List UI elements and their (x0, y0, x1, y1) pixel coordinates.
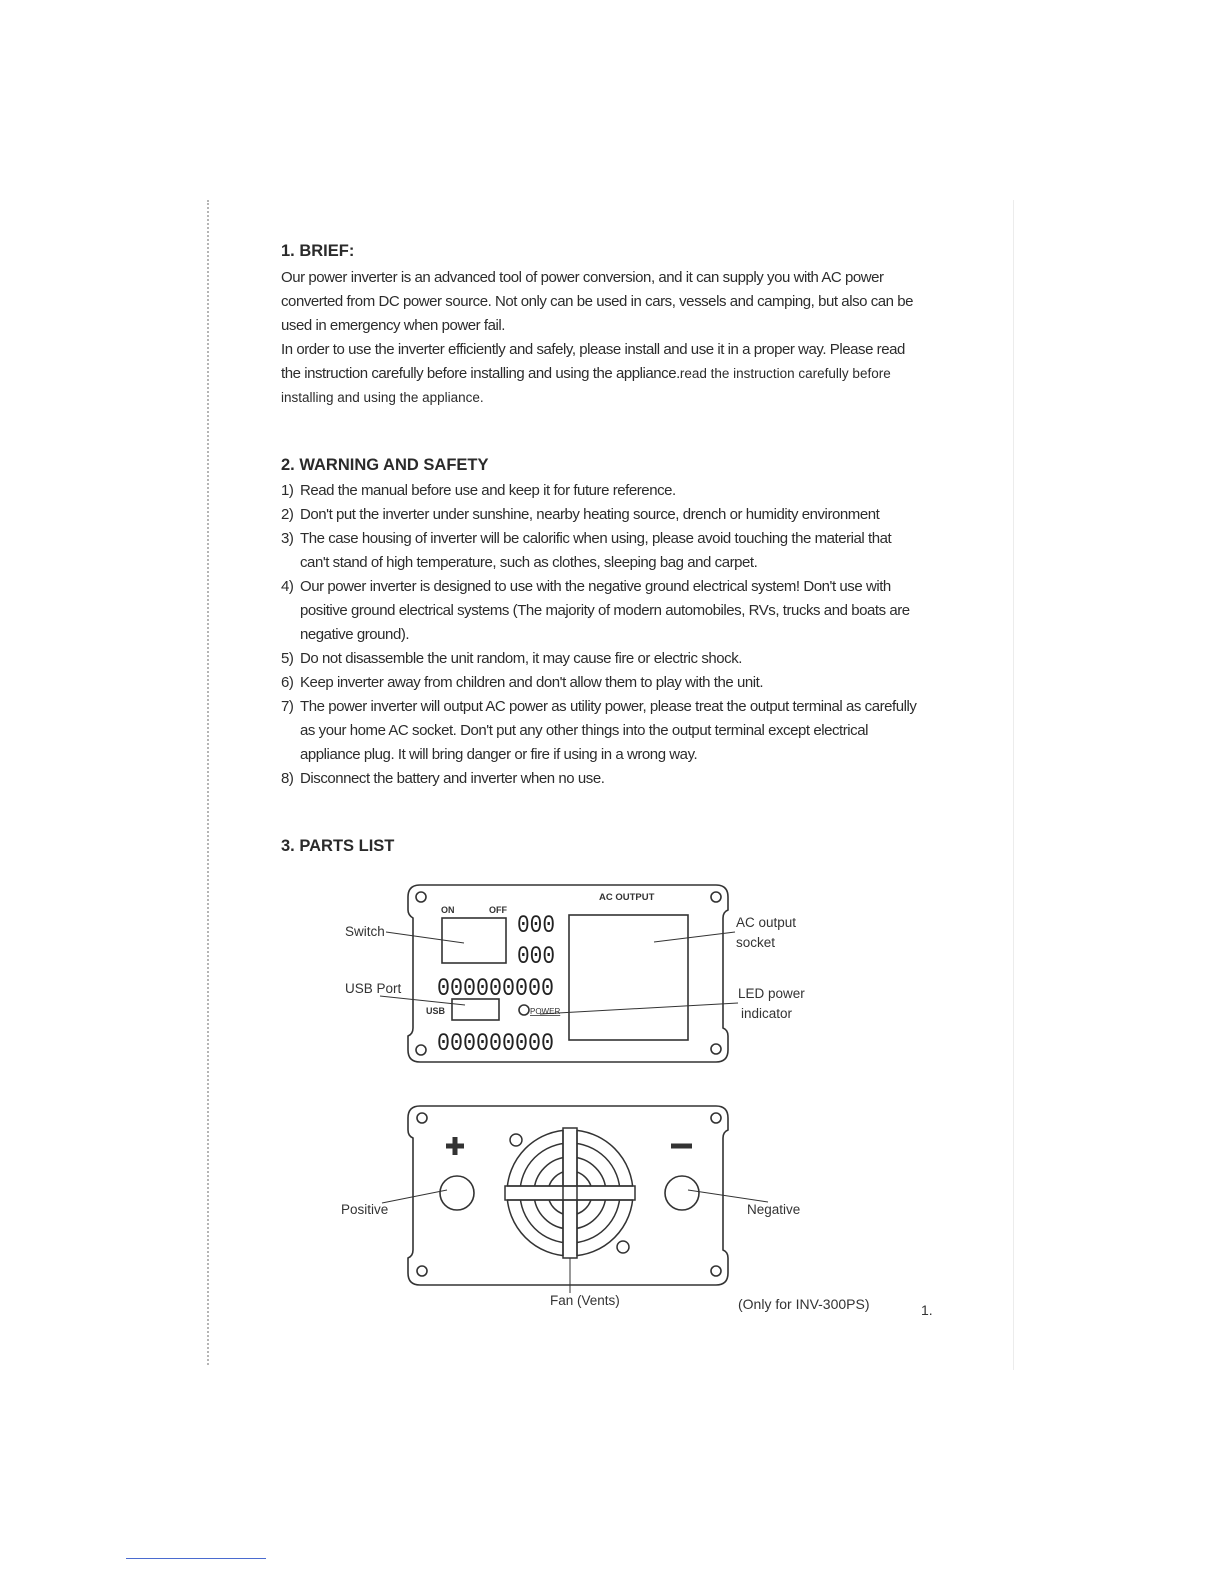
front-panel (380, 885, 738, 1062)
ac-output-text: AC OUTPUT (599, 892, 655, 903)
ac-output-socket-label-line1: AC output (736, 915, 797, 930)
footnote-rule (126, 1558, 266, 1559)
negative-label: Negative (747, 1202, 801, 1217)
on-text: ON (441, 905, 455, 915)
item-number: 5) (281, 650, 294, 667)
plus-icon (446, 1137, 464, 1155)
screw-hole (711, 1044, 721, 1054)
rear-panel (382, 1106, 768, 1293)
item-number: 3) (281, 530, 294, 547)
item-text: The power inverter will output AC power as utility power, please treat the output terminal as carefully as your home AC socket. Don't put any other things into the output terminal except electrical appliance plug. It will bring danger or fire if using in a wrong way. (300, 698, 917, 763)
brief-paragraph-1: Our power inverter is an advanced tool of power conversion, and it can supply you with AC power converted from DC power source. Not only can be used in cars, vessels and camping, but also can be used in emergency when power fail. (281, 269, 914, 334)
fan-grille-icon (505, 1128, 635, 1258)
power-text: POWER (530, 1007, 561, 1016)
leader-lines (380, 932, 738, 1014)
parts-heading: 3. PARTS LIST (281, 837, 395, 855)
positive-leader (382, 1190, 447, 1203)
usb-text: USB (426, 1006, 446, 1016)
positive-terminal (440, 1176, 474, 1210)
item-text: The case housing of inverter will be calorific when using, please avoid touching the material that can't stand of high temperature, such as clothes, sleeping bag and carpet. (300, 530, 892, 571)
item-number: 8) (281, 770, 294, 787)
switch-leader (386, 932, 464, 943)
brief-heading: 1. BRIEF: (281, 242, 355, 260)
screw-hole (617, 1241, 629, 1253)
screw-hole (416, 892, 426, 902)
item-number: 1) (281, 482, 294, 499)
screw-hole (711, 892, 721, 902)
vent-row: 000000000 (437, 1029, 554, 1058)
item-text: Do not disassemble the unit random, it may cause fire or electric shock. (300, 650, 742, 667)
screw-hole (711, 1113, 721, 1123)
brief-paragraph-2-main: In order to use the inverter efficiently and safely, please install and use it in a proper way. Please read the instruction carefully before installing and using the appliance. (281, 341, 905, 382)
brief-paragraph-2-repeat: read the instruction carefully before installing and using the appliance. (281, 366, 891, 405)
item-number: 4) (281, 578, 294, 595)
item-text: Disconnect the battery and inverter when no use. (300, 770, 605, 787)
vent-slots (437, 911, 555, 1058)
led-indicator-label-line1: LED power (738, 986, 805, 1001)
warning-heading: 2. WARNING AND SAFETY (281, 456, 489, 474)
off-text: OFF (489, 905, 507, 915)
item-number: 2) (281, 506, 294, 523)
led-power-indicator (519, 1005, 529, 1015)
switch-label: Switch (345, 924, 385, 939)
item-text: Read the manual before use and keep it for future reference. (300, 482, 676, 499)
ac-output-socket-label (736, 913, 796, 953)
item-text: Our power inverter is designed to use with the negative ground electrical system! Don't use with positive ground electrical systems (The majority of modern automobiles, RVs, trucks and boats are negative ground). (300, 578, 910, 643)
screw-hole (416, 1045, 426, 1055)
negative-terminal (665, 1176, 699, 1210)
item-number: 6) (281, 674, 294, 691)
vent-row: 000000000 (437, 974, 554, 1003)
positive-label: Positive (341, 1202, 389, 1217)
led-indicator-label-line2: indicator (741, 1006, 793, 1021)
page-number: 1. (921, 1302, 933, 1318)
item-text: Keep inverter away from children and don't allow them to play with the unit. (300, 674, 764, 691)
item-text: Don't put the inverter under sunshine, nearby heating source, drench or humidity environment (300, 506, 880, 523)
item-number: 7) (281, 698, 294, 715)
screw-hole (417, 1113, 427, 1123)
vent-row: 000 (517, 911, 555, 940)
fan-label: Fan (Vents) (550, 1293, 620, 1308)
ac-output-socket-label-line2: socket (736, 935, 776, 950)
model-note: (Only for INV-300PS) (738, 1296, 870, 1312)
screw-hole (417, 1266, 427, 1276)
vent-row: 000 (517, 942, 555, 971)
screw-hole (510, 1134, 522, 1146)
ac-output-socket (569, 915, 688, 1040)
screw-hole (711, 1266, 721, 1276)
power-switch (442, 918, 506, 963)
usb-port-label: USB Port (345, 981, 402, 996)
led-indicator-label (738, 984, 805, 1024)
